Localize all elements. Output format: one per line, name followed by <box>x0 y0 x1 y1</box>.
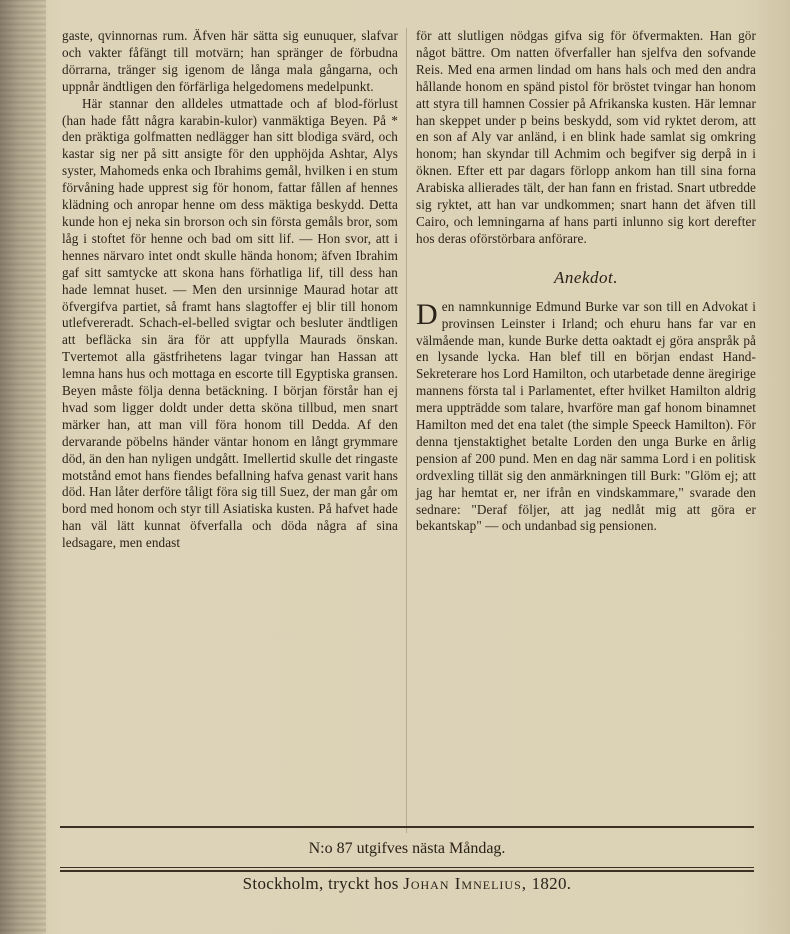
printer-name: Johan Imnelius, <box>403 874 528 893</box>
imprint-prefix: Stockholm, tryckt hos <box>242 874 399 893</box>
footer-rule-double-upper <box>60 867 754 868</box>
footer-rule-double-lower <box>60 870 754 872</box>
column-divider <box>406 28 407 833</box>
imprint-year: 1820. <box>531 874 572 893</box>
page-binding-edge <box>0 0 46 934</box>
left-column <box>62 28 398 552</box>
text-columns <box>62 28 756 838</box>
anecdote-text: en namnkunnige Edmund Burke var son till en Advokat i provinsen Leinster i Irland; och ehuru hans far var en välmående man, kunde Burke detta oaktadt ej göra anspråk på en lysande lycka. Han blef till en början endast Hand-Sekreterare hos Lord Hamilton, och utarbetade denne äregirige mannens första tal i Parlamentet, efter hvilket Hamilton aldrig mera uppträdde som talare, hvarföre man gaf honom binamnet Hamilton med det ena talet (the simple Speeck Hamilton). För denna tjenstaktighet betalte Lorden den unga Burke en årlig pension af 200 pund. Men en dag när samma Lord i en politisk ordvexling tillät sig den anmärkningen till Burk: "Glöm ej; att jag har hemtat er, ner ifrån en vindskammare," svarade den sednare: "Deraf följer, att jag nedlåt mig att göra er bekantskap" — och undanbad sig pensionen. <box>416 298 756 534</box>
left-paragraph-2: Här stannar den alldeles utmattade och af blod-förlust (han hade fått några karabin-kulor) vanmäktiga Beyen. På * den präktiga golfmatten nedlägger han sitt blodiga svärd, och kastar sig ner på sitt ansigte för den upphöjda Ashtar, Alys syster, Mahomeds enka och Ibrahims gemål, hvilken i en stum förvåning hade upprest sig för honom, fattar fållen af hennes klädning och anropar henne om dess mäktiga beskydd. Detta kunde hon ej neka sin brorson och sin första gemåls bror, som låg i stoftet för henne och bad om sitt lif. — Hon svor, att i hennes närvaro intet ondt skulle hända honom; äfven Ibrahim gaf sitt samtycke att skona hans förhatliga lif, till dess han hade lemnat huset. — Men den ursinnige Maurad hotar att öfvergifva partiet, så framt hans slagtoffer ej blir till honom utlefvereradt. Schach-el-belled svigtar och besluter ändtligen att befläcka sin ära för att uppfylla Maurads önskan. Tvertemot alla gästfrihetens lagar tvingar han Hassan att lemna hans hus och mottaga en escorte till Egyptiska gransen. Beyen måste följa denna betäckning. I början förstår han ej hvad som ligger doldt under detta sköna tillbud, men snart märker han, att man vill föra honom till Dedda. Af den dervarande pöbelns händer väntar honom en långt grymmare död, än den han nyligen undgått. Imellertid skulle det ringaste motstånd emot hans fiendes befallning hafva genast varit hans död. Han låter derföre tåligt föra sig till Suez, der man går om bord med honom och styr till Asiatiska kusten. På hafvet hade han väl lätt kunnat öfverfalla och döda några af sina ledsagare, men endast <box>62 95 398 551</box>
anecdote-paragraph <box>416 299 756 536</box>
right-paragraph-1: för att slutligen nödgas gifva sig för öfvermakten. Han gör något bättre. Om natten öfverfaller han sjelfva den sofvande Reis. Med ena armen lindad om hans hals och med den andra hållande honom en spänd pistol för bröstet tvingar han honom att styra till hamnen Cossier på Afrikanska kusten. Här lemnar han skeppet under p beins beskydd, som vid ryktet derom, att en son af Aly var anländ, i en blink hade samlat sig omkring honom; han skyndar till Achmim och begifver sig derpå in i öknen. Efter ett par dagars förlopp ankom han till sina forna Arabiska allierades tält, der han fann en fristad. Snart utbredde sig ryktet, att han var undkommen; snart hann det äfven till Cairo, och lemningarna af hans parti inlunno sig kort derefter hos deras oförstörbara anförare. <box>416 28 756 246</box>
anecdote-dropcap: D <box>416 297 438 331</box>
left-paragraph-1: gaste, qvinnornas rum. Äfven här sätta sig eunuquer, slafvar och vakter fåfängt till motvärn; han spränger de förbudna dörrarna, tränger sig igenom de långa mala gångarna, och uppnår ändtligen den förfärliga helgedomens medelpunkt. <box>62 28 398 94</box>
printer-imprint <box>60 874 754 894</box>
right-column <box>416 28 756 535</box>
next-issue-note: N:o 87 utgifves nästa Måndag. <box>308 840 506 857</box>
footer-rule-top <box>60 826 754 828</box>
anecdote-heading: Anekdot. <box>554 267 618 287</box>
